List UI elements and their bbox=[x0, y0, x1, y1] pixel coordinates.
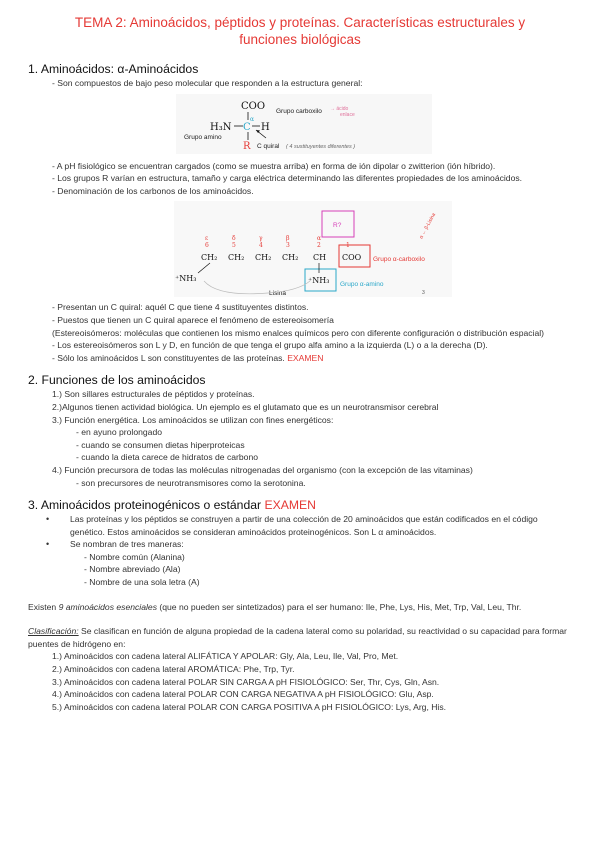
ess-pre: Existen bbox=[28, 601, 59, 612]
class-1: 1.) Aminoácidos con cadena lateral ALIFÁTICA Y APOLAR: Gly, Ala, Leu, Ile, Val, Pro, Met. bbox=[52, 651, 399, 662]
s2-l3c: - cuando la dieta carece de hidratos de carbono bbox=[76, 452, 259, 463]
chain-unit-3: CH₂ bbox=[255, 253, 272, 263]
s2-l3b: - cuando se consumen dietas hiperproteicas bbox=[76, 439, 245, 450]
page-title: TEMA 2: Aminoácidos, péptidos y proteínas. Características estructurales y funciones biológicas bbox=[74, 15, 526, 47]
chain-unit-1: CH₂ bbox=[201, 253, 218, 263]
carbon-number-5: 2 bbox=[317, 242, 321, 250]
nh3-right: ⁺NH₃ bbox=[308, 276, 330, 286]
s2-l4: 4.) Función precursora de todas las moléculas nitrogenadas del organismo (con la excepción de las vitaminas) bbox=[52, 464, 473, 475]
fig1-c: C bbox=[243, 121, 251, 133]
s1-p1: - Son compuestos de bajo peso molecular que responden a la estructura general: bbox=[52, 78, 363, 88]
side-note: α ← β-Lisina bbox=[418, 212, 438, 241]
carbon-greek-4: β bbox=[286, 235, 290, 243]
fig1-r: R bbox=[243, 140, 251, 152]
fig1-alpha: α bbox=[250, 115, 255, 123]
s2-l3: 3.) Función energética. Los aminoácidos se utilizan con fines energéticos: bbox=[52, 414, 334, 425]
class-4: 4.) Aminoácidos con cadena lateral POLAR CON CARGA NEGATIVA A pH FISIOLÓGICO: Glu, Asp. bbox=[52, 689, 434, 700]
exam-tag-2: EXAMEN bbox=[264, 498, 316, 513]
fig2-small-3: 3 bbox=[422, 290, 425, 297]
section-1-heading: 1. Aminoácidos: α-Aminoácidos bbox=[28, 62, 199, 76]
s2-l2: 2.)Algunos tienen actividad biológica. Un ejemplo es el glutamato que es un neurotransmisor cerebral bbox=[52, 401, 439, 412]
ess-em: 9 aminoácidos esenciales bbox=[58, 601, 157, 612]
fig1-grupo-amino: Grupo amino bbox=[184, 133, 222, 141]
carbon-greek-2: δ bbox=[232, 235, 236, 243]
carbon-number-4: 3 bbox=[286, 242, 290, 250]
fig1-coo: COO bbox=[241, 100, 266, 112]
aminoacid-structure-svg bbox=[28, 90, 572, 156]
fig1-note-acido: → ácido bbox=[330, 105, 349, 112]
s3-b2b: - Nombre abreviado (Ala) bbox=[84, 564, 181, 575]
carbon-number-3: 4 bbox=[259, 242, 263, 250]
s1-p9-line bbox=[52, 352, 572, 365]
s1-p3: - Los grupos R varían en estructura, tamaño y carga eléctrica determinando las diferentes propiedades de los aminoácidos. bbox=[52, 173, 523, 184]
s1-p7: (Estereoisómeros: moléculas que contienen los mismo enalces químicos pero con diferente configuración o distribución espacial) bbox=[52, 327, 545, 338]
section-2-heading: 2. Funciones de los aminoácidos bbox=[28, 373, 206, 388]
chain-unit-2: CH₂ bbox=[228, 253, 245, 263]
lysine-carbons-figure bbox=[28, 197, 572, 301]
alpha-amino-label: Grupo α-amino bbox=[340, 281, 384, 289]
exam-tag-1: EXAMEN bbox=[287, 352, 324, 363]
cls-post: Se clasifican en función de alguna propiedad de la cadena lateral como su polaridad, su reactividad o su capacidad para formar puentes de hidrógeno en: bbox=[28, 626, 567, 649]
chain-unit-6: COO bbox=[342, 253, 362, 263]
fig1-note-enlace: enlace bbox=[340, 111, 355, 118]
carbon-greek-5: α bbox=[317, 235, 322, 243]
nh3-left: ⁺NH₃ bbox=[175, 274, 197, 284]
section-3-heading: 3. Aminoácidos proteinogénicos o estándar bbox=[28, 498, 262, 513]
r-group-label: R? bbox=[333, 222, 342, 230]
s3-b2c: - Nombre de una sola letra (A) bbox=[84, 577, 200, 588]
fig1-h3n: H₃N bbox=[210, 121, 232, 133]
s3-bullet-1 bbox=[28, 513, 572, 538]
carbon-number-6: 1 bbox=[346, 242, 350, 250]
bullet-dot: • bbox=[46, 514, 50, 525]
s2-l3a: - en ayuno prolongado bbox=[76, 427, 163, 438]
s3-b2: Se nombran de tres maneras: bbox=[70, 539, 184, 550]
class-3: 3.) Aminoácidos con cadena lateral POLAR SIN CARGA A pH FISIOLÓGICO: Ser, Thr, Cys, Gln, Asn. bbox=[52, 676, 440, 687]
lisina-label: Lisina bbox=[269, 290, 286, 298]
cls-em: Clasificación: bbox=[28, 626, 79, 637]
alpha-carboxyl-label: Grupo α-carboxilo bbox=[373, 256, 425, 264]
lysine-svg bbox=[28, 197, 572, 301]
bullet-dot: • bbox=[46, 539, 50, 550]
s1-p8: - Los estereoisómeros son L y D, en función de que tenga el grupo alfa amino a la izquierda (L) o a la derecha (D). bbox=[52, 340, 488, 351]
s2-l4a: - son precursores de neurotransmisores como la serotonina. bbox=[76, 477, 306, 488]
s1-p4: - Denominación de los carbonos de los aminoácidos. bbox=[52, 185, 254, 196]
s3-b2a: - Nombre común (Alanina) bbox=[84, 551, 185, 562]
s1-p6: - Puestos que tienen un C quiral aparece el fenómeno de estereoisomería bbox=[52, 314, 334, 325]
s2-l1: 1.) Son sillares estructurales de péptidos y proteínas. bbox=[52, 389, 255, 400]
s3-bullet-2 bbox=[28, 538, 572, 551]
carbon-number-1: 6 bbox=[205, 242, 209, 250]
carbon-greek-3: γ bbox=[259, 235, 263, 243]
carbon-number-2: 5 bbox=[232, 242, 236, 250]
class-2: 2.) Aminoácidos con cadena lateral AROMÁTICA: Phe, Trp, Tyr. bbox=[52, 664, 295, 675]
fig1-h: H bbox=[261, 121, 270, 133]
carbon-greek-1: ε bbox=[205, 235, 209, 243]
aminoacid-structure-figure bbox=[28, 90, 572, 156]
chain-unit-4: CH₂ bbox=[282, 253, 299, 263]
essential-aminoacids-paragraph bbox=[28, 601, 572, 614]
s3-b1: Las proteínas y los péptidos se construyen a partir de una colección de 20 aminoácidos que están codificados en el código genético. Estos aminoácidos se consideran aminoácidos proteinogénicos. Son L α aminoácidos. bbox=[70, 514, 538, 537]
chain-unit-5: CH bbox=[313, 253, 327, 263]
s1-p5: - Presentan un C quiral: aquél C que tiene 4 sustituyentes distintos. bbox=[52, 302, 309, 313]
fig1-c-quiral: C quiral bbox=[257, 142, 280, 150]
class-5: 5.) Aminoácidos con cadena lateral POLAR CON CARGA POSITIVA A pH FISIOLÓGICO: Lys, Arg, His. bbox=[52, 701, 447, 712]
s1-p9: - Sólo los aminoácidos L son constituyentes de las proteínas. bbox=[52, 352, 285, 363]
classification-paragraph bbox=[28, 625, 572, 650]
s1-p2: - A pH fisiológico se encuentran cargados (como se muestra arriba) en forma de ión dipolar o zwitterion (ión híbrido). bbox=[52, 160, 496, 171]
section-3-heading-line bbox=[28, 498, 572, 513]
fig1-grupo-carboxilo: Grupo carboxilo bbox=[276, 107, 322, 115]
fig1-note2: ( 4 sustituyentes diferentes ) bbox=[286, 143, 356, 150]
ess-post: (que no pueden ser sintetizados) para el ser humano: Ile, Phe, Lys, His, Met, Trp, Val, Leu, Thr. bbox=[157, 601, 522, 612]
